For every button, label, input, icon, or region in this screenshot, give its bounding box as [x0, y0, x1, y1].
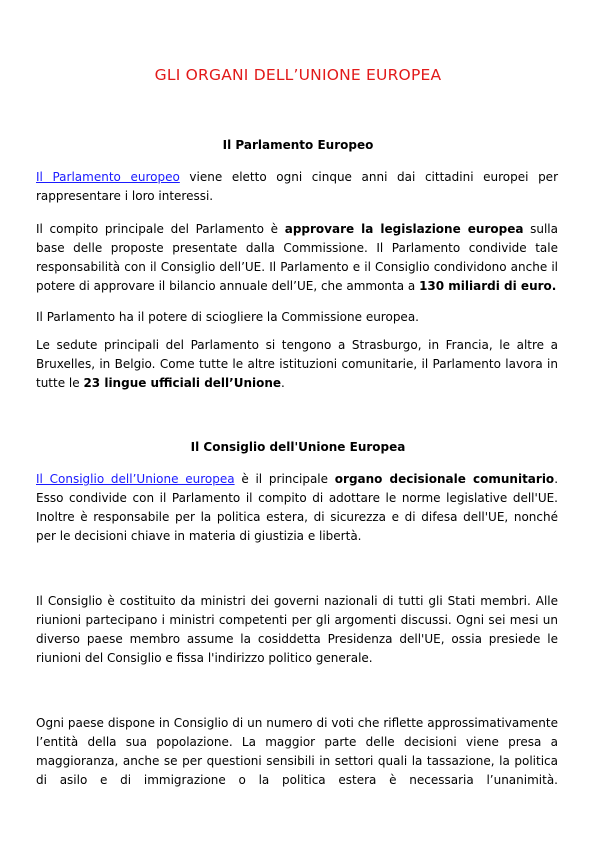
text-span: viene eletto ogni cinque anni dai cittadini europei per rappresentare i loro interessi. [36, 170, 558, 203]
paragraph-parliament-power: Il Parlamento ha il potere di sciogliere la Commissione europea. [36, 310, 419, 324]
section-heading-parliament: Il Parlamento Europeo [222, 138, 374, 152]
bold-text: 130 miliardi di euro. [419, 279, 557, 293]
document-title: GLI ORGANI DELL’UNIONE EUROPEA [154, 66, 442, 84]
bold-text: 23 lingue ufficiali dell’Unione [83, 376, 282, 390]
paragraph-parliament-seats [36, 336, 558, 393]
paragraph-parliament-role [36, 220, 558, 296]
paragraph-council-intro [36, 470, 558, 546]
text-span: . Esso condivide con il Parlamento il compito di adottare le norme legislative dell'UE. Inoltre è responsabile per la politica estera, di sicurezza e di difesa dell'UE, nonché per le decisioni chiave in materia di giustizia e libertà. [36, 472, 559, 543]
section-heading-council: Il Consiglio dell'Unione Europea [190, 440, 406, 454]
bold-text: organo decisionale comunitario [334, 472, 555, 486]
text-span: Le sedute principali del Parlamento si tengono a Strasburgo, in Francia, le altre a Bruxelles, in Belgio. Come tutte le altre istituzioni comunitarie, il Parlamento lavora in tutte le [36, 338, 558, 390]
paragraph-parliament-intro [36, 168, 558, 206]
link-consiglio-unione-europea[interactable]: Il Consiglio dell’Unione europea [36, 472, 235, 486]
bold-text: approvare la legislazione europea [284, 222, 524, 236]
link-parlamento-europeo[interactable]: Il Parlamento europeo [36, 170, 180, 184]
text-span: Il compito principale del Parlamento è [36, 222, 285, 236]
paragraph-council-composition: Il Consiglio è costituito da ministri dei governi nazionali di tutti gli Stati membri. Alle riunioni partecipano i ministri competenti per gli argomenti discussi. Ogni sei mesi un diverso paese membro assume la cosiddetta Presidenza dell'UE, ossia presiede le riunioni del Consiglio e fissa l'indirizzo politico generale. [36, 594, 558, 665]
paragraph-council-votes: Ogni paese dispone in Consiglio di un numero di voti che riflette approssimativamente l’entità della sua popolazione. La maggior parte delle decisioni viene presa a maggioranza, anche se per questioni sensibili in settori quali la tassazione, la politica di asilo e di immigrazione o la politica estera è necessaria l’unanimità. [36, 716, 558, 787]
text-span: sulla base delle proposte presentate dalla Commissione. Il Parlamento condivide tale responsabilità con il Consiglio dell’UE. Il Parlamento e il Consiglio condividono anche il potere di approvare il bilancio annuale dell’UE, che ammonta a [36, 222, 558, 293]
text-span: è il principale [234, 472, 335, 486]
text-span: . [281, 376, 285, 390]
